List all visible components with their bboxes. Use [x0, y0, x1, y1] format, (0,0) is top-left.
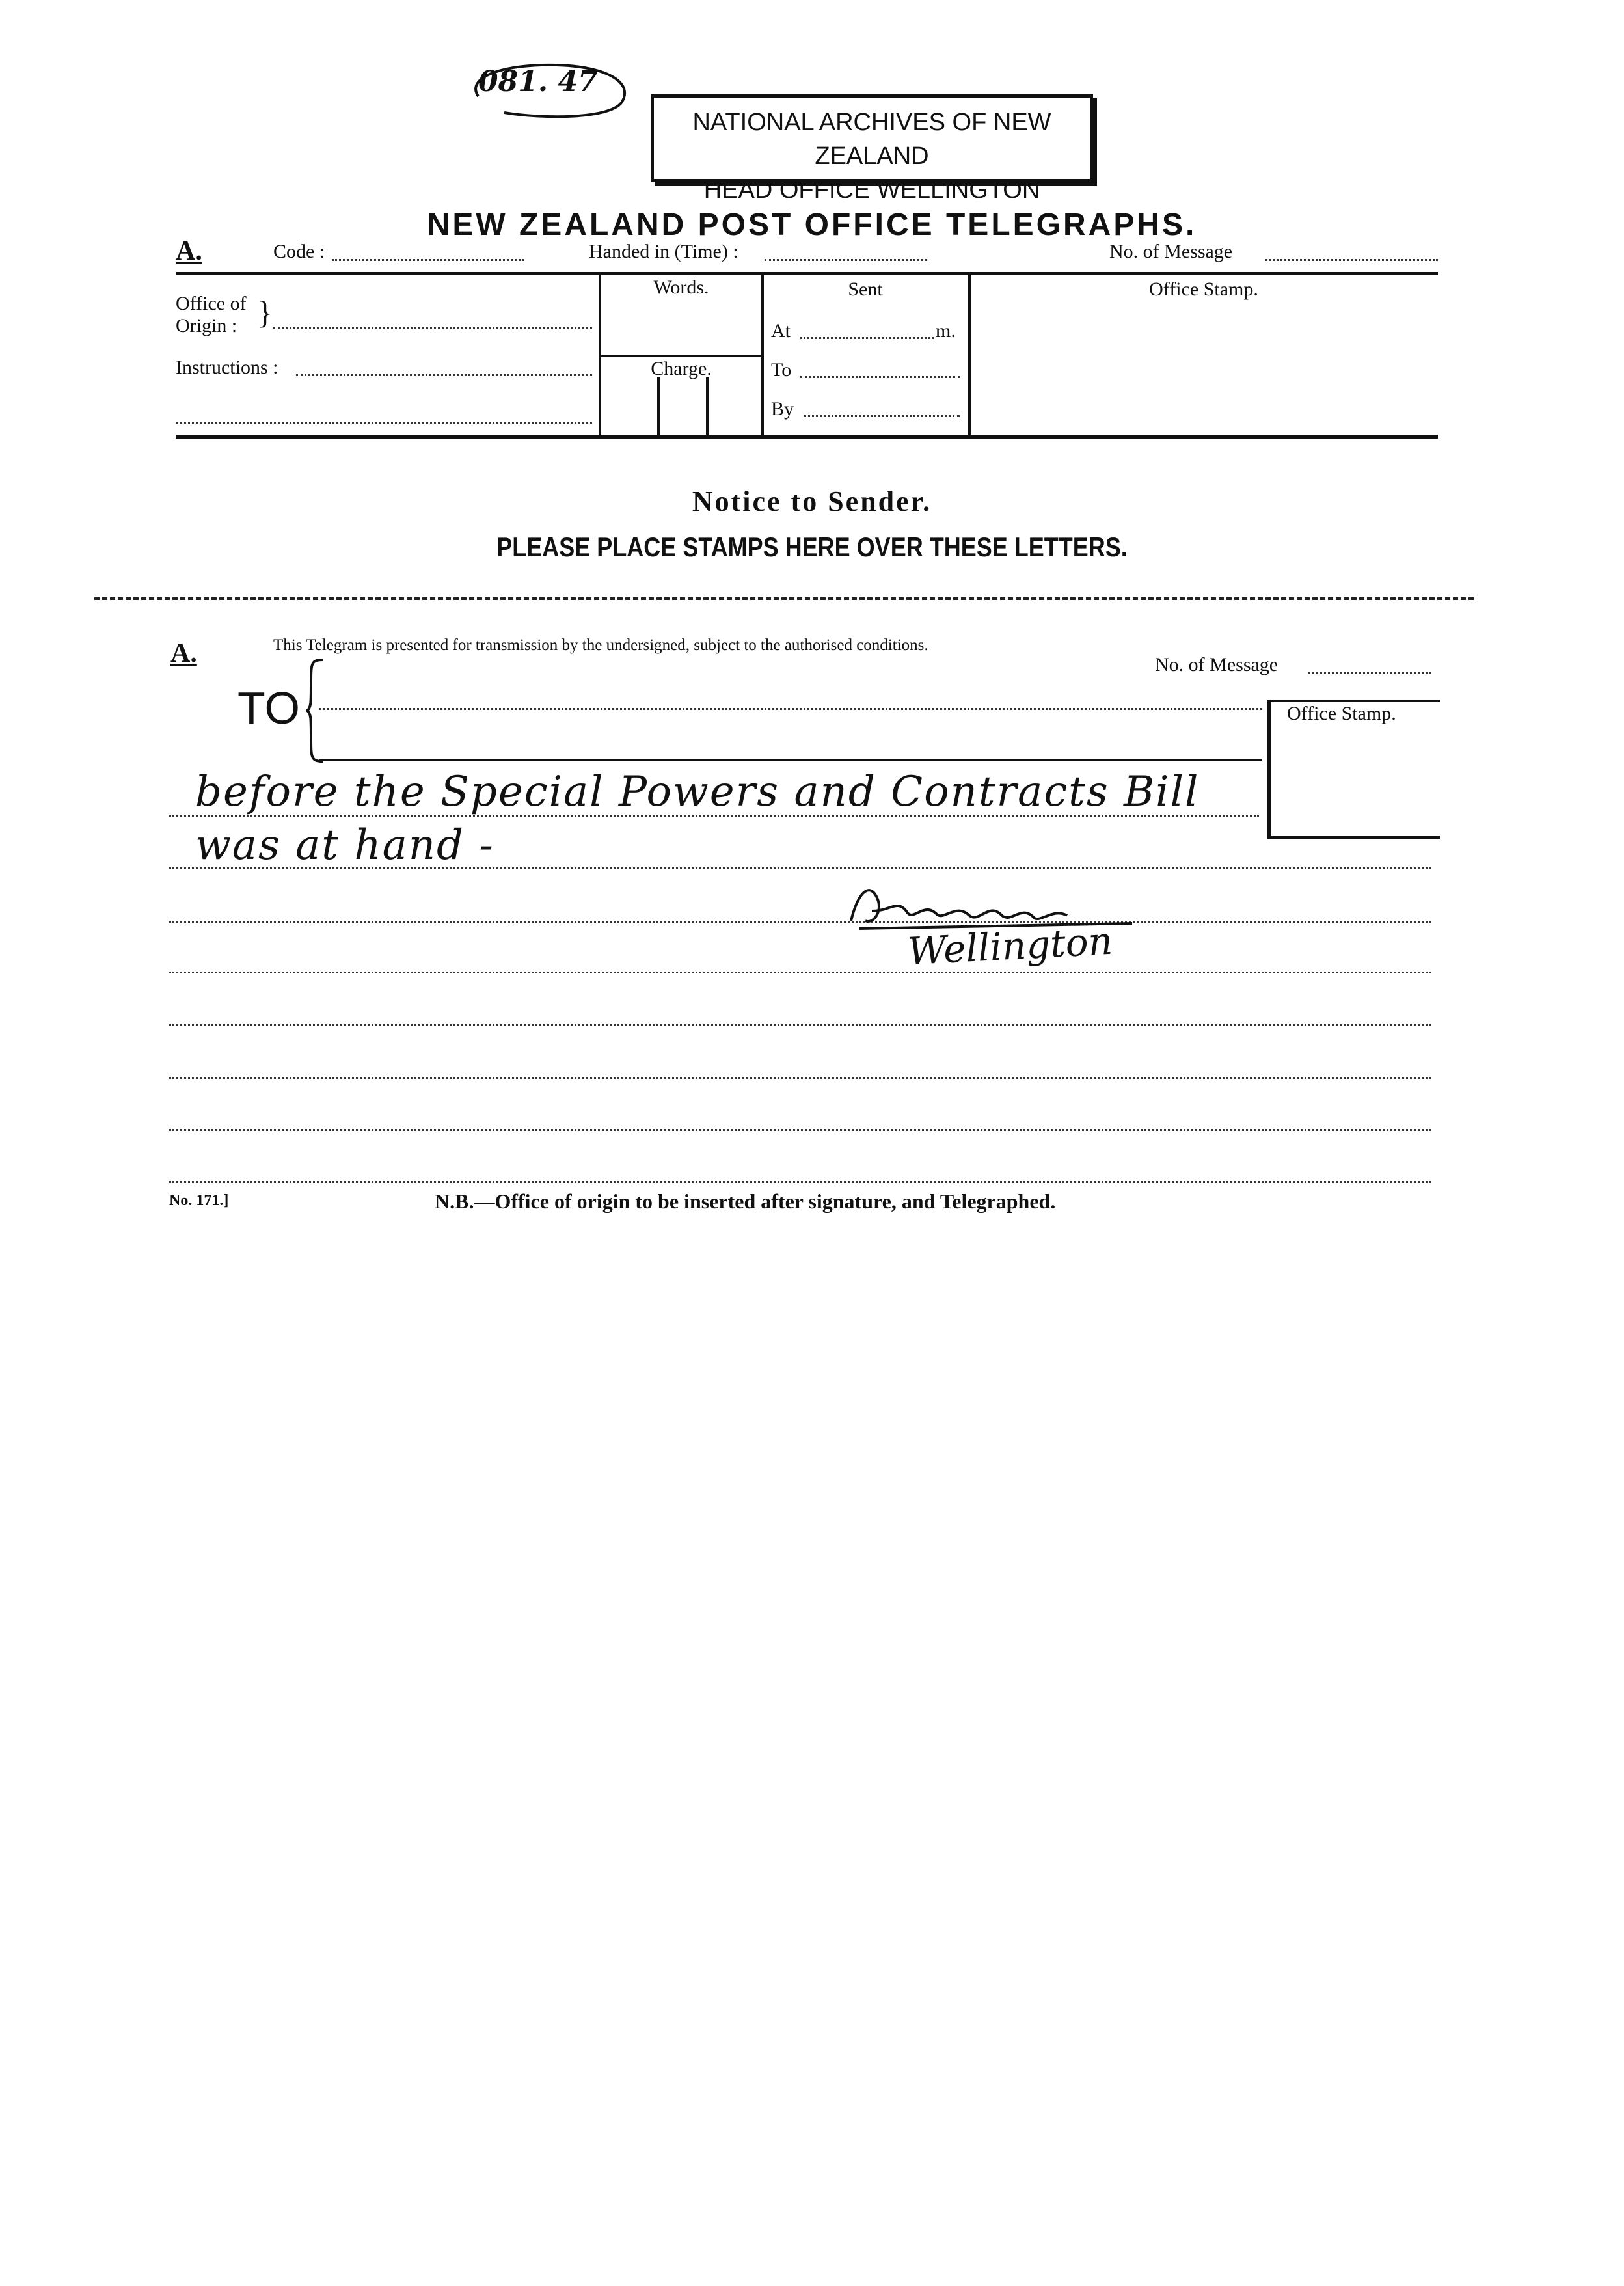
words-label: Words. — [653, 277, 709, 298]
presented-text: This Telegram is presented for transmission by the undersigned, subject to the authorised conditions. — [273, 636, 928, 654]
sent-to-label: To — [771, 359, 792, 381]
message-line-8[interactable] — [169, 1181, 1431, 1183]
office-of-label: Office of — [176, 293, 247, 314]
origin-label: Origin : — [176, 315, 237, 336]
sent-to-field[interactable] — [800, 376, 960, 378]
to-address-field-2[interactable] — [319, 759, 1262, 761]
no-of-message-label-message: No. of Message — [1155, 654, 1279, 675]
message-line-6[interactable] — [169, 1077, 1431, 1079]
words-charge-divider — [600, 355, 763, 357]
instructions-label: Instructions : — [176, 357, 278, 378]
section-letter-top: A. — [176, 236, 202, 266]
section-letter-message: A. — [170, 638, 197, 668]
office-stamp-label-top: Office Stamp. — [1149, 279, 1258, 300]
sent-at-field[interactable] — [800, 337, 934, 339]
handwritten-line-1: before the Special Powers and Contracts Bill — [195, 768, 1200, 816]
handwritten-line-2: was at hand - — [195, 821, 494, 869]
sent-by-label: By — [771, 398, 794, 420]
sent-m-label: m. — [936, 320, 956, 342]
table-top-rule — [176, 272, 1438, 275]
code-label: Code : — [273, 241, 325, 262]
brace-icon: } — [257, 294, 273, 331]
instructions-field-2[interactable] — [176, 422, 592, 424]
page-title: NEW ZEALAND POST OFFICE TELEGRAPHS. — [427, 208, 1197, 242]
sent-label: Sent — [848, 279, 883, 300]
perforation-line — [94, 597, 1474, 600]
no-of-message-field-message[interactable] — [1308, 672, 1431, 674]
code-field[interactable] — [332, 259, 524, 261]
archive-stamp-line1: NATIONAL ARCHIVES OF NEW ZEALAND — [692, 109, 1051, 170]
signature-place: Wellington — [906, 918, 1114, 974]
notice-title: Notice to Sender. — [692, 485, 932, 517]
form-number: No. 171.] — [169, 1192, 229, 1209]
archive-stamp — [651, 94, 1093, 204]
instructions-field-1[interactable] — [296, 374, 592, 376]
office-stamp-label-message: Office Stamp. — [1287, 703, 1396, 724]
charge-label: Charge. — [651, 358, 712, 379]
sent-by-field[interactable] — [804, 415, 960, 417]
charge-col-2 — [706, 377, 709, 435]
archive-stamp-line2: HEAD OFFICE WELLINGTON — [703, 176, 1040, 204]
message-line-5[interactable] — [169, 1024, 1431, 1026]
to-label: TO — [237, 683, 300, 733]
to-address-field-1[interactable] — [319, 708, 1262, 710]
no-of-message-label-top: No. of Message — [1109, 241, 1233, 262]
table-bottom-rule — [176, 435, 1438, 439]
to-brace-icon — [306, 657, 325, 765]
message-line-7[interactable] — [169, 1129, 1431, 1131]
reference-note-ellipse — [465, 57, 638, 122]
handed-in-field[interactable] — [765, 259, 927, 261]
sent-at-label: At — [771, 320, 791, 342]
no-of-message-field-top[interactable] — [1265, 259, 1438, 261]
message-line-3[interactable] — [169, 921, 1431, 923]
notice-subtitle: PLEASE PLACE STAMPS HERE OVER THESE LETTERS. — [496, 531, 1128, 562]
reference-note: 081. 47 — [478, 65, 598, 98]
message-line-4[interactable] — [169, 972, 1431, 973]
charge-col-1 — [657, 377, 660, 435]
office-of-origin-field[interactable] — [273, 327, 592, 329]
handed-in-label: Handed in (Time) : — [589, 241, 738, 262]
nb-text: N.B.—Office of origin to be inserted after signature, and Telegraphed. — [435, 1190, 1056, 1213]
